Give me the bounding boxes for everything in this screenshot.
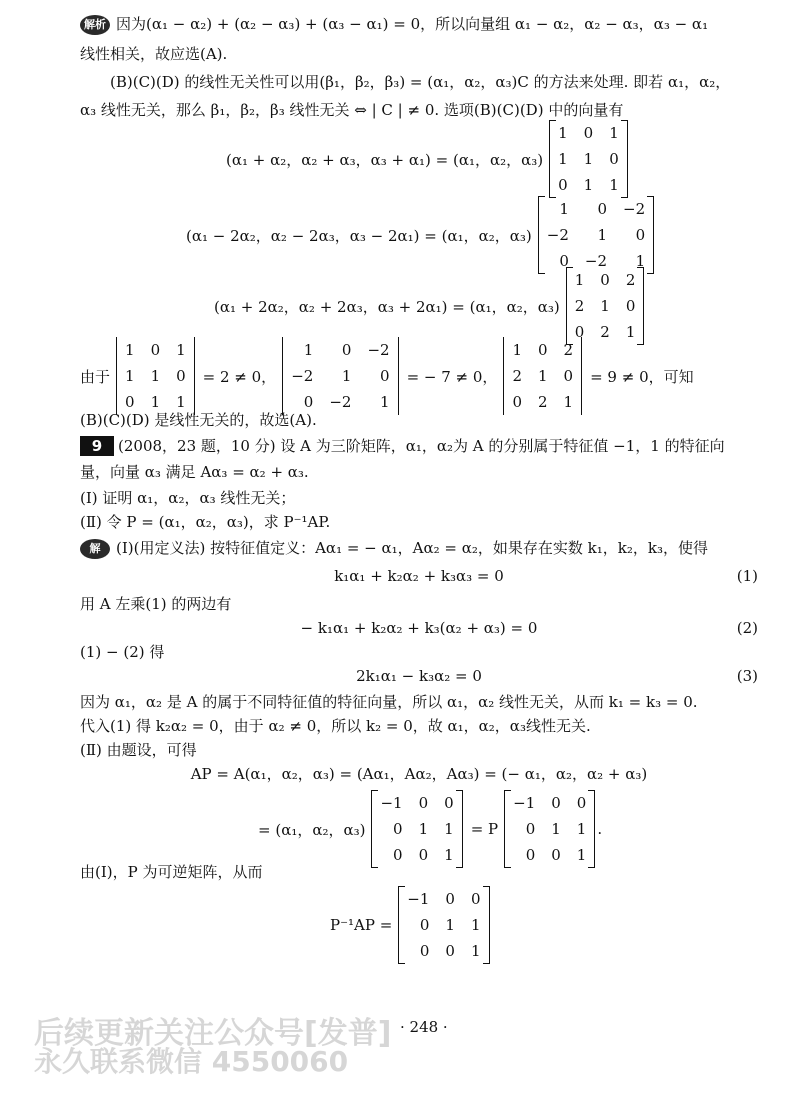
solution-line-6: (Ⅱ) 由题设，可得 xyxy=(80,741,197,759)
matrix-cell: 1 xyxy=(380,393,390,411)
matrix-cell: 2 xyxy=(600,323,610,341)
matrix-cell: 0 xyxy=(419,942,430,960)
matrix-cell: 0 xyxy=(583,124,594,142)
matrix-cell: 1 xyxy=(551,820,561,838)
matrix-cell: 1 xyxy=(583,176,594,194)
matrix-cell: 1 xyxy=(150,367,161,385)
conclusion-line: (B)(C)(D) 是线性无关的，故选(A). xyxy=(80,411,317,429)
matrix-cell: 1 xyxy=(597,226,607,244)
matrix-cell: 0 xyxy=(609,150,619,168)
matrix-cell: 0 xyxy=(444,794,454,812)
matrix-cell: −2 xyxy=(329,393,352,411)
equation-3: 2k₁α₁ − k₃α₂ = 0 (3) xyxy=(356,667,758,685)
matrix-cell: 1 xyxy=(600,297,610,315)
determinant-3 xyxy=(503,337,582,415)
matrix-cell: 1 xyxy=(470,942,481,960)
matrix-cell: 2 xyxy=(512,367,522,385)
matrix-cell: 1 xyxy=(583,150,594,168)
matrix-cell: 1 xyxy=(418,820,429,838)
matrix-cell: 1 xyxy=(635,252,646,270)
matrix-equation-1: (α₁ + α₂，α₂ + α₃，α₃ + α₁) = (α₁，α₂，α₃) 1 0 1 1 1 0 0 1 1 xyxy=(226,120,628,198)
matrix-cell: 0 xyxy=(445,890,455,908)
equation-2: − k₁α₁ + k₂α₂ + k₃(α₂ + α₃) = 0 (2) xyxy=(300,619,758,637)
problem-9-line-1: 9 (2008，23 题，10 分) 设 A 为三阶矩阵，α₁，α₂为 A 的分别属于特征值 −1，1 的特征向 xyxy=(80,436,758,456)
equation-1: k₁α₁ + k₂α₂ + k₃α₃ = 0 (1) xyxy=(334,567,758,585)
matrix-cell: 0 xyxy=(380,367,390,385)
ap-equation: AP = A(α₁，α₂，α₃) = (Aα₁，Aα₂，Aα₃) = (− α₁，α₂，α₂ + α₃) xyxy=(190,765,648,783)
matrix-cell: 2 xyxy=(537,393,548,411)
matrix-cell: 0 xyxy=(563,367,574,385)
problem-number: 9 xyxy=(80,436,114,456)
analysis-line-3: (B)(C)(D) 的线性无关性可以用(β₁，β₂，β₃) = (α₁，α₂，α₃)C 的方法来处理. 即若 α₁，α₂， xyxy=(110,73,731,91)
solution-line-5: 代入(1) 得 k₂α₂ = 0，由于 α₂ ≠ 0，所以 k₂ = 0，故 α₁，α₂，α₃线性无关. xyxy=(80,717,591,735)
solution-line-7: 由(Ⅰ)，P 为可逆矩阵，从而 xyxy=(80,863,263,881)
matrix-cell: 0 xyxy=(551,794,561,812)
page-number: · 248 · xyxy=(400,1018,448,1036)
matrix-cell: −1 xyxy=(380,794,403,812)
matrix-cell: 1 xyxy=(576,846,587,864)
matrix-cell: 0 xyxy=(418,846,429,864)
solution-line-1: 解 (Ⅰ)(用定义法) 按特征值定义：Aα₁ = − α₁，Aα₂ = α₂，如果存在实数 k₁，k₂，k₃，使得 xyxy=(80,538,758,559)
solution-line-4: 因为 α₁，α₂ 是 A 的属于不同特征值的特征向量，所以 α₁，α₂ 线性无关，从而 k₁ = k₃ = 0. xyxy=(80,693,698,711)
matrix-cell: −2 xyxy=(584,252,607,270)
matrix-cell: 1 xyxy=(303,341,314,359)
final-equation: P⁻¹AP = −1 0 0 0 1 1 0 0 1 xyxy=(330,886,490,964)
matrix-c1 xyxy=(549,120,628,198)
determinant-2 xyxy=(282,337,398,415)
matrix-diag-2 xyxy=(504,790,595,868)
matrix-cell: 1 xyxy=(125,341,135,359)
matrix-cell: 0 xyxy=(512,393,522,411)
matrix-cell: 0 xyxy=(470,890,481,908)
matrix-cell: 0 xyxy=(558,176,568,194)
matrix-cell: 1 xyxy=(445,916,455,934)
analysis-line-2: 线性相关，故应选(A). xyxy=(80,45,228,63)
matrix-cell: 1 xyxy=(537,367,548,385)
matrix-cell: 1 xyxy=(444,846,454,864)
matrix-cell: −2 xyxy=(367,341,390,359)
matrix-cell: 0 xyxy=(393,846,403,864)
watermark-line-2: 永久联系微信 4550060 xyxy=(34,1045,349,1078)
problem-9-part-i: (Ⅰ) 证明 α₁，α₂，α₃ 线性无关； xyxy=(80,489,296,507)
solution-badge: 解 xyxy=(80,539,110,559)
analysis-line-4: α₃ 线性无关，那么 β₁，β₂，β₃ 线性无关 ⇔ | C | ≠ 0. 选项(B)(C)(D) 中的向量有 xyxy=(80,101,624,119)
matrix-equation-2: (α₁ − 2α₂，α₂ − 2α₃，α₃ − 2α₁) = (α₁，α₂，α₃) 1 0 −2 −2 1 0 0 −2 1 xyxy=(186,196,654,274)
matrix-cell: 0 xyxy=(635,226,646,244)
matrix-cell: 0 xyxy=(303,393,314,411)
matrix-cell: 1 xyxy=(512,341,522,359)
matrix-cell: −2 xyxy=(623,200,646,218)
matrix-cell: 0 xyxy=(418,794,429,812)
matrix-cell: 0 xyxy=(537,341,548,359)
matrix-cell: −2 xyxy=(291,367,314,385)
matrix-cell: 1 xyxy=(558,124,568,142)
matrix-cell: 0 xyxy=(419,916,430,934)
matrix-cell: 1 xyxy=(341,367,352,385)
matrix-c2 xyxy=(538,196,654,274)
matrix-cell: 0 xyxy=(393,820,403,838)
matrix-cell: 0 xyxy=(525,820,536,838)
matrix-cell: 1 xyxy=(176,341,186,359)
matrix-cell: 0 xyxy=(551,846,561,864)
matrix-cell: 2 xyxy=(563,341,574,359)
matrix-cell: 1 xyxy=(558,150,568,168)
problem-9-part-ii: (Ⅱ) 令 P = (α₁，α₂，α₃)，求 P⁻¹AP. xyxy=(80,513,331,531)
solution-line-3: (1) − (2) 得 xyxy=(80,643,165,661)
matrix-cell: −1 xyxy=(407,890,430,908)
matrix-equation-3: (α₁ + 2α₂，α₂ + 2α₃，α₃ + 2α₁) = (α₁，α₂，α₃) 1 0 2 2 1 0 0 2 1 xyxy=(214,267,644,345)
watermark-line-1: 后续更新关注公众号[发普] xyxy=(34,1016,392,1051)
matrix-cell: 1 xyxy=(563,393,574,411)
matrix-cell: 0 xyxy=(600,271,610,289)
matrix-cell: 0 xyxy=(576,794,587,812)
matrix-cell: 0 xyxy=(176,367,186,385)
matrix-cell: 1 xyxy=(609,124,619,142)
solution-line-2: 用 A 左乘(1) 的两边有 xyxy=(80,595,232,613)
matrix-cell: 0 xyxy=(125,393,135,411)
matrix-cell: 1 xyxy=(625,323,636,341)
problem-9-line-2: 量，向量 α₃ 满足 Aα₃ = α₂ + α₃. xyxy=(80,463,309,481)
matrix-cell: 0 xyxy=(445,942,455,960)
matrix-cell: 1 xyxy=(470,916,481,934)
matrix-cell: 0 xyxy=(574,323,585,341)
matrix-cell: 1 xyxy=(576,820,587,838)
matrix-cell: 1 xyxy=(125,367,135,385)
analysis-line-1: 解析 因为(α₁ − α₂) + (α₂ − α₃) + (α₃ − α₁) = 0，所以向量组 α₁ − α₂，α₂ − α₃，α₃ − α₁ xyxy=(80,14,758,35)
analysis-badge: 解析 xyxy=(80,15,110,35)
matrix-cell: 1 xyxy=(150,393,161,411)
matrix-cell: 2 xyxy=(625,271,636,289)
matrix-cell: 1 xyxy=(444,820,454,838)
matrix-final xyxy=(398,886,489,964)
matrix-cell: 0 xyxy=(625,297,636,315)
matrix-cell: −1 xyxy=(513,794,536,812)
matrix-cell: 0 xyxy=(559,252,569,270)
matrix-cell: 0 xyxy=(525,846,536,864)
determinant-1 xyxy=(116,337,195,415)
determinant-line: 由于 1 0 1 1 1 0 0 1 1 = 2 ≠ 0， 1 0 −2 −2 1 0 0 −2 1 = − 7 ≠ 0， 1 0 2 2 1 0 0 2 1 = 9 ≠ 0，可知 xyxy=(80,337,694,415)
matrix-cell: 0 xyxy=(150,341,161,359)
ap-matrix-equation: = (α₁，α₂，α₃) −1 0 0 0 1 1 0 0 1 = P −1 0 0 0 1 1 0 0 1 . xyxy=(258,790,602,868)
matrix-cell: 1 xyxy=(574,271,585,289)
matrix-cell: 1 xyxy=(176,393,186,411)
matrix-cell: 0 xyxy=(597,200,607,218)
matrix-cell: 1 xyxy=(609,176,619,194)
matrix-cell: 1 xyxy=(559,200,569,218)
matrix-cell: −2 xyxy=(546,226,569,244)
matrix-c3 xyxy=(566,267,645,345)
matrix-diag-1 xyxy=(371,790,462,868)
matrix-cell: 0 xyxy=(341,341,352,359)
matrix-cell: 2 xyxy=(574,297,585,315)
